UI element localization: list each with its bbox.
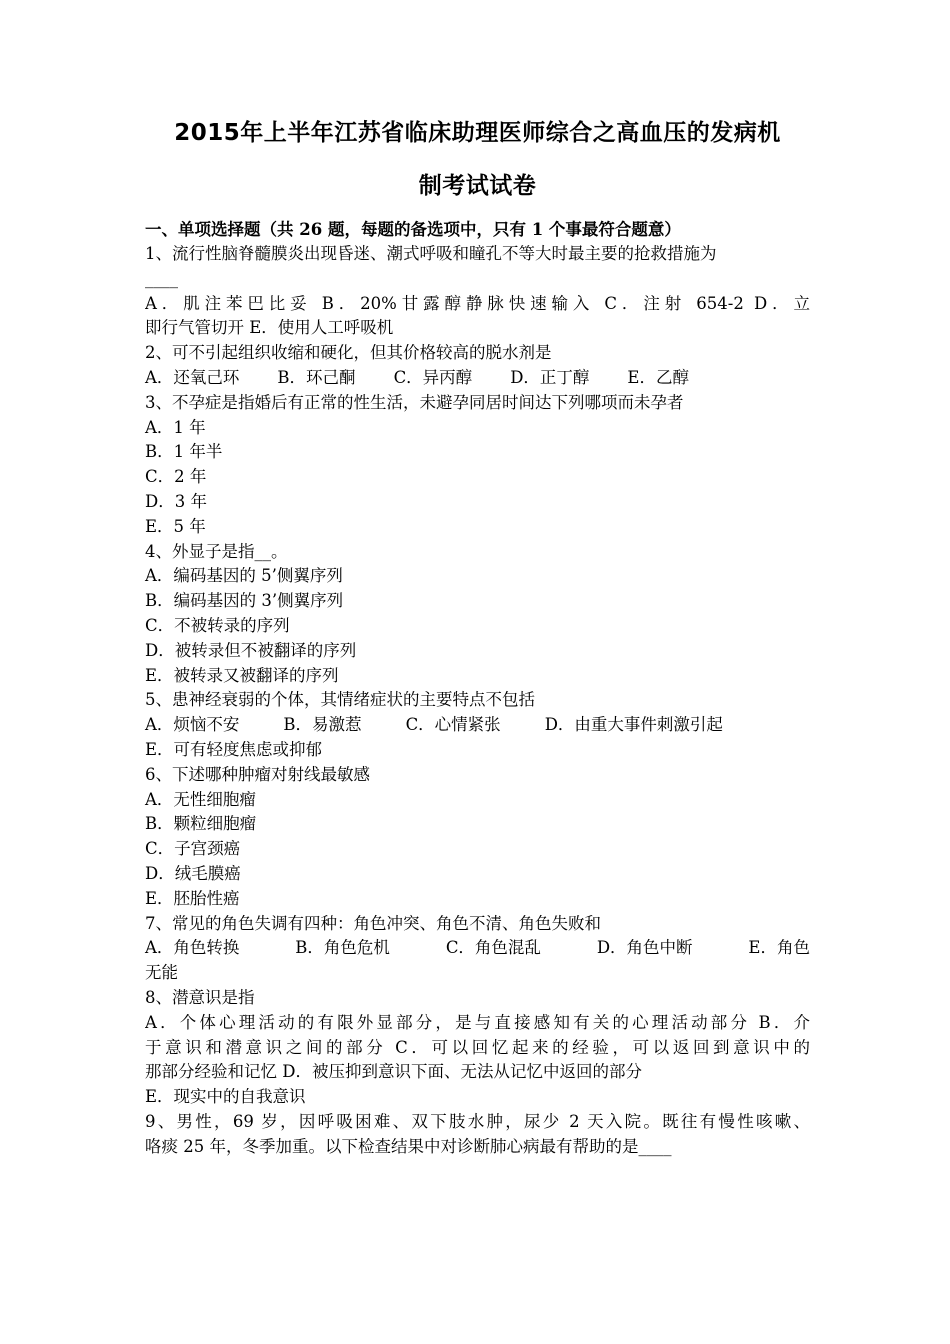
question-1-options-line-1: A．肌注苯巴比妥 B．20%甘露醇静脉快速输入 C．注射 654-2 D．立: [145, 293, 810, 313]
question-6-option-d: D．绒毛膜癌: [145, 863, 241, 883]
section-heading: 一、单项选择题（共 26 题，每题的备选项中，只有 1 个事最符合题意）: [145, 220, 681, 239]
question-7-options: [145, 936, 810, 961]
question-6-option-e: E．胚胎性癌: [145, 888, 240, 908]
question-6-option-c: C．子宫颈癌: [145, 839, 241, 859]
question-8-options-line-1: A．个体心理活动的有限外显部分，是与直接感知有关的心理活动部分 B．介: [145, 1012, 810, 1032]
question-4-option-c: C．不被转录的序列: [145, 615, 290, 635]
question-list: [145, 242, 810, 1159]
question-5-stem: 5、患神经衰弱的个体，其情绪症状的主要特点不包括: [145, 690, 535, 710]
question-5-option-e: E．可有轻度焦虑或抑郁: [145, 739, 323, 759]
question-3-option-a: A．1 年: [145, 417, 206, 437]
question-2-stem: 2、可不引起组织收缩和硬化，但其价格较高的脱水剂是: [145, 343, 552, 363]
question-4-stem: 4、外显子是指__。: [145, 541, 288, 561]
question-4-option-a: A．编码基因的 5’侧翼序列: [145, 566, 343, 586]
document-title-line-2: 制考试试卷: [418, 173, 537, 199]
question-7-option-b: B．角色危机: [295, 938, 390, 958]
question-4-option-e: E．被转录又被翻译的序列: [145, 665, 339, 685]
question-7-option-d: D．角色中断: [596, 938, 693, 958]
question-5-option-d: D．由重大事件刺激引起: [544, 715, 723, 735]
question-2-option-a: A．还氧己环: [145, 367, 240, 387]
question-1-stem: 1、流行性脑脊髓膜炎出现昏迷、潮式呼吸和瞳孔不等大时最主要的抢救措施为: [145, 244, 717, 263]
question-1-options-line-2: 即行气管切开 E．使用人工呼吸机: [145, 318, 394, 338]
question-7-option-a: A．角色转换: [145, 938, 240, 958]
question-5-option-b: B．易激惹: [283, 715, 362, 735]
question-9-stem-line-2: 咯痰 25 年，冬季加重。以下检查结果中对诊断肺心病最有帮助的是____: [145, 1136, 672, 1156]
question-9-stem-line-1: 9、男性，69 岁，因呼吸困难、双下肢水肿，尿少 2 天入院。既往有慢性咳嗽、: [145, 1111, 810, 1131]
question-2-option-e: E．乙醇: [627, 367, 689, 387]
question-4-option-d: D．被转录但不被翻译的序列: [145, 640, 357, 660]
question-2-options: [145, 366, 810, 391]
question-7-option-e: E．角色: [748, 938, 810, 958]
question-2-option-c: C．异丙醇: [393, 367, 473, 387]
question-7-stem: 7、常见的角色失调有四种：角色冲突、角色不清、角色失败和: [145, 913, 601, 933]
question-8-options-line-4: E．现实中的自我意识: [145, 1087, 306, 1107]
question-5-options: [145, 713, 810, 738]
document-title-line-1: 2015年上半年江苏省临床助理医师综合之高血压的发病机: [174, 120, 781, 146]
question-1-blank: ____: [145, 268, 178, 288]
question-7-option-c: C．角色混乱: [445, 938, 541, 958]
question-5-option-a: A．烦恼不安: [145, 715, 240, 735]
question-3-option-c: C．2 年: [145, 467, 207, 487]
question-4-option-b: B．编码基因的 3’侧翼序列: [145, 591, 344, 611]
question-6-option-a: A．无性细胞瘤: [145, 789, 256, 809]
question-8-options-line-3: 那部分经验和记忆 D．被压抑到意识下面、无法从记忆中返回的部分: [145, 1062, 642, 1082]
question-8-options-line-2: 于意识和潜意识之间的部分 C．可以回忆起来的经验，可以返回到意识中的: [145, 1037, 810, 1057]
question-5-option-c: C．心情紧张: [405, 715, 501, 735]
question-3-stem: 3、不孕症是指婚后有正常的性生活，未避孕同居时间达下列哪项而未孕者: [145, 392, 684, 412]
question-6-option-b: B．颗粒细胞瘤: [145, 814, 257, 834]
question-3-option-d: D．3 年: [145, 491, 207, 511]
question-8-stem: 8、潜意识是指: [145, 987, 255, 1007]
question-7-option-e-continuation: 无能: [145, 963, 178, 983]
question-3-option-b: B．1 年半: [145, 442, 223, 462]
question-3-option-e: E．5 年: [145, 516, 206, 536]
question-6-stem: 6、下述哪种肿瘤对射线最敏感: [145, 764, 370, 784]
question-2-option-b: B．环己酮: [277, 367, 356, 387]
question-2-option-d: D．正丁醇: [510, 367, 590, 387]
